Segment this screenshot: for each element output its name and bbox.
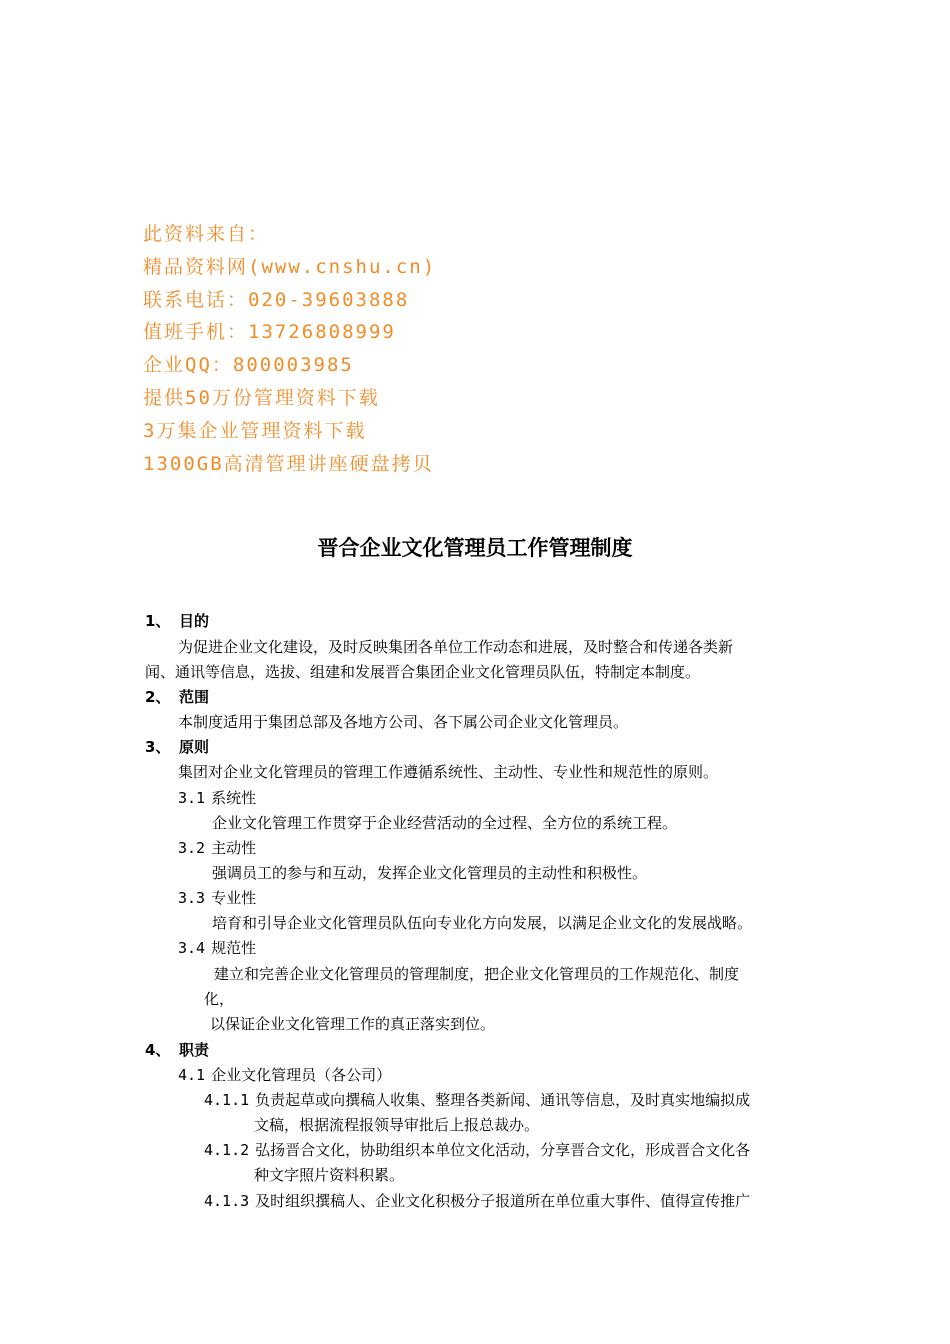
section-heading: [145, 611, 209, 631]
section-title: 范围: [179, 688, 210, 706]
subsection-title: 专业性: [211, 889, 257, 907]
subsection-heading: [178, 1065, 391, 1085]
clause-text: 弘扬晋合文化，协助组织本单位文化活动，分享晋合文化，形成晋合文化各: [255, 1141, 751, 1159]
promo-line: 提供50万份管理资料下载: [143, 386, 380, 409]
paragraph-line: 本制度适用于集团总部及各地方公司、各下属公司企业文化管理员。: [178, 713, 629, 731]
section-heading: [145, 737, 209, 757]
paragraph-line: 种文字照片资料积累。: [254, 1166, 405, 1184]
subsection-heading: [178, 838, 256, 858]
promo-line: 3万集企业管理资料下载: [143, 419, 367, 442]
paragraph-line: 集团对企业文化管理员的管理工作遵循系统性、主动性、专业性和规范性的原则。: [178, 763, 719, 781]
paragraph-line: 以保证企业文化管理工作的真正落实到位。: [210, 1015, 496, 1033]
subsection-heading: [178, 788, 256, 808]
promo-line: 精品资料网(www.cnshu.cn): [143, 255, 437, 278]
clause-line: [204, 1090, 750, 1110]
paragraph-line: 企业文化管理工作贯穿于企业经营活动的全过程、全方位的系统工程。: [212, 814, 678, 832]
clause-text: 负责起草或向撰稿人收集、整理各类新闻、通讯等信息，及时真实地编拟成: [255, 1091, 751, 1109]
source-notice: [143, 218, 436, 480]
section-number: 4、: [145, 1041, 171, 1059]
promo-line: 值班手机：13726808999: [143, 321, 396, 344]
section-number: 1、: [145, 612, 171, 630]
paragraph-line: 文稿，根据流程报领导审批后上报总裁办。: [254, 1116, 540, 1134]
clause-line: [204, 1140, 750, 1160]
subsection-heading: [178, 938, 256, 958]
subsection-number: 3.3: [178, 889, 206, 907]
clause-number: 4.1.1: [204, 1091, 250, 1109]
section-number: 2、: [145, 688, 171, 706]
paragraph-line: 为促进企业文化建设，及时反映集团各单位工作动态和进展，及时整合和传递各类新: [178, 638, 734, 656]
section-heading: [145, 1040, 209, 1060]
clause-line: [204, 1191, 750, 1211]
subsection-number: 3.4: [178, 939, 206, 957]
section-title: 原则: [179, 738, 210, 756]
document-title: 晋合企业文化管理员工作管理制度: [317, 536, 633, 560]
paragraph-line: 强调员工的参与和互动，发挥企业文化管理员的主动性和积极性。: [212, 864, 648, 882]
subsection-title: 规范性: [211, 939, 257, 957]
section-number: 3、: [145, 738, 171, 756]
subsection-title: 企业文化管理员（各公司）: [211, 1066, 392, 1084]
promo-line: 企业QQ：800003985: [143, 354, 354, 377]
clause-text: 及时组织撰稿人、企业文化积极分子报道所在单位重大事件、值得宣传推广: [255, 1192, 751, 1210]
section-title: 目的: [179, 612, 210, 630]
clause-number: 4.1.2: [204, 1141, 250, 1159]
paragraph-line: 化，: [204, 990, 235, 1008]
section-heading: [145, 687, 209, 707]
promo-line: 联系电话：020-39603888: [143, 288, 410, 311]
promo-line: 1300GB高清管理讲座硬盘拷贝: [143, 452, 434, 475]
subsection-number: 4.1: [178, 1066, 206, 1084]
subsection-heading: [178, 888, 256, 908]
subsection-number: 3.2: [178, 839, 206, 857]
paragraph-line: 建立和完善企业文化管理员的管理制度，把企业文化管理员的工作规范化、制度: [214, 965, 740, 983]
paragraph-line: 培育和引导企业文化管理员队伍向专业化方向发展，以满足企业文化的发展战略。: [212, 914, 753, 932]
subsection-title: 主动性: [211, 839, 257, 857]
subsection-number: 3.1: [178, 789, 206, 807]
promo-line: 此资料来自：: [143, 223, 270, 245]
subsection-title: 系统性: [211, 789, 257, 807]
section-title: 职责: [179, 1041, 210, 1059]
paragraph-line: 闻、通讯等信息，选拔、组建和发展晋合集团企业文化管理员队伍，特制定本制度。: [145, 663, 701, 681]
clause-number: 4.1.3: [204, 1192, 250, 1210]
